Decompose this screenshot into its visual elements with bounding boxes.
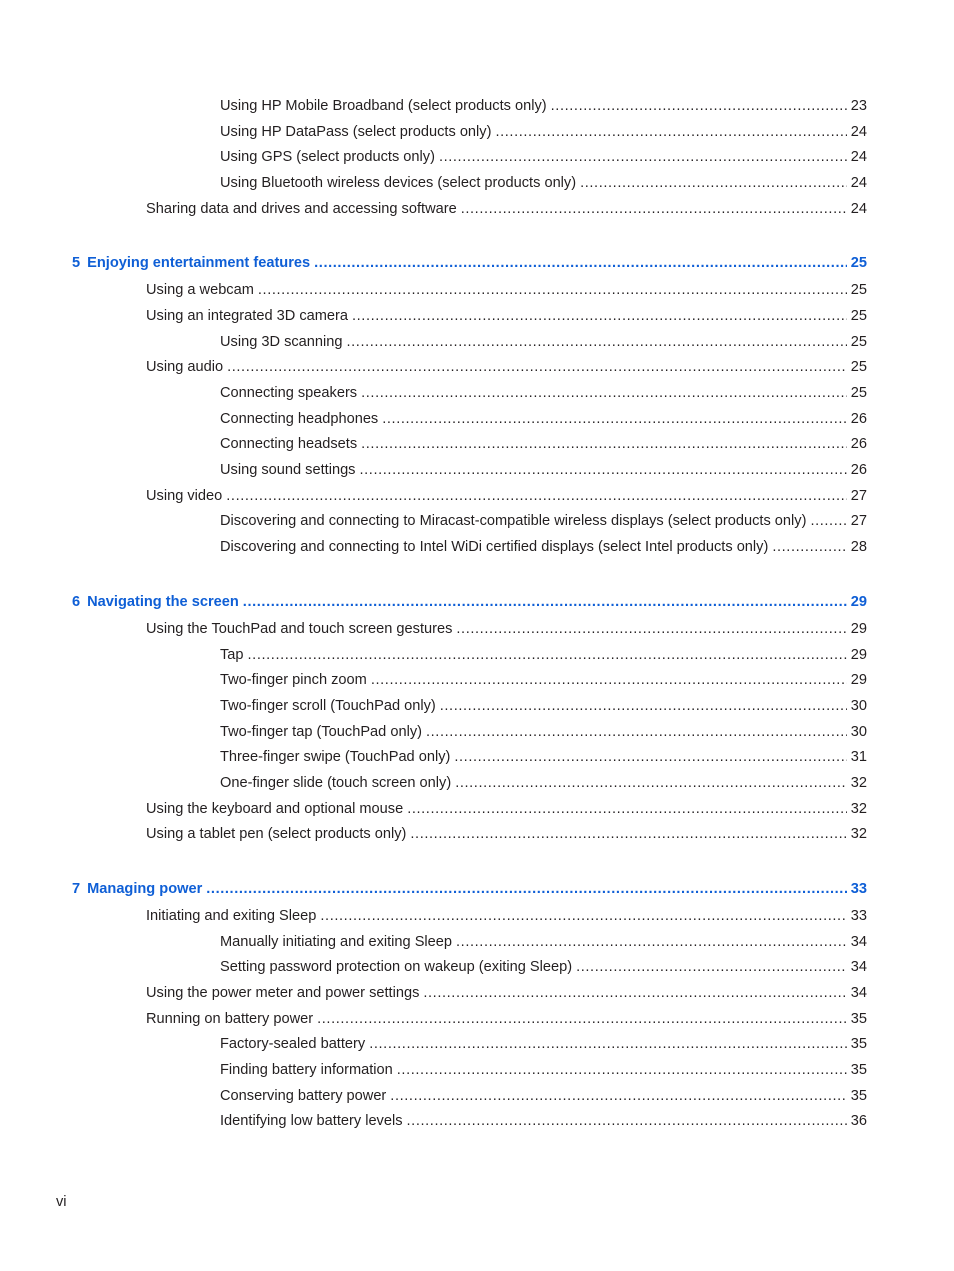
dot-leader	[440, 696, 847, 716]
dot-leader	[810, 511, 846, 531]
toc-page-number: 24	[850, 201, 867, 217]
toc-entry-title	[146, 619, 452, 639]
toc-page-number: 26	[850, 462, 867, 478]
toc-entry-text: Using HP Mobile Broadband (select products only)	[220, 98, 547, 114]
page-folio: vi	[56, 1194, 67, 1210]
toc-page-number: 32	[850, 801, 867, 817]
toc-entry-title	[220, 147, 435, 167]
toc-entry-link[interactable]	[220, 670, 867, 690]
chapter-number: 6	[72, 594, 81, 610]
toc-page-number: 32	[850, 775, 867, 791]
toc-page-number: 35	[850, 1036, 867, 1052]
toc-entry-text: Finding battery information	[220, 1062, 393, 1078]
toc-entry-title	[146, 1009, 313, 1029]
toc-entry-link[interactable]	[220, 932, 867, 952]
toc-entry-text: Using audio	[146, 359, 224, 375]
toc-chapter-link[interactable]	[72, 592, 867, 612]
toc-entry-text: Using the power meter and power settings	[146, 985, 420, 1001]
toc-page-number: 23	[850, 98, 867, 114]
toc-entry-text: One-finger slide (touch screen only)	[220, 775, 452, 791]
toc-entry-text: Using 3D scanning	[220, 334, 343, 350]
toc-entry-link[interactable]	[220, 537, 867, 557]
toc-entry-title	[146, 983, 419, 1003]
toc-entry-title	[220, 460, 355, 480]
toc-entry-title	[146, 799, 403, 819]
toc-page-number: 34	[850, 934, 867, 950]
dot-leader	[461, 199, 847, 219]
toc-entry-link[interactable]	[220, 511, 867, 531]
toc-chapter-link[interactable]	[72, 253, 867, 273]
toc-entry-link[interactable]	[220, 122, 867, 142]
toc-entry-link[interactable]	[146, 983, 867, 1003]
toc-entry-title	[220, 957, 572, 977]
toc-entry-text: Using sound settings	[220, 462, 356, 478]
toc-page-number: 35	[850, 1062, 867, 1078]
toc-entry-text: Discovering and connecting to Miracast-compatible wireless displays (select products only)	[220, 513, 807, 529]
dot-leader	[371, 670, 847, 690]
toc-entry-link[interactable]	[220, 1034, 867, 1054]
dot-leader	[455, 773, 847, 793]
toc-page-number: 27	[850, 488, 867, 504]
toc-entry-text: Connecting headphones	[220, 411, 379, 427]
toc-entry-text: Using a webcam	[146, 282, 254, 298]
toc-entry-text: Factory-sealed battery	[220, 1036, 366, 1052]
toc-page-number: 29	[850, 621, 867, 637]
toc-entry-title	[220, 1060, 393, 1080]
toc-entry-text: Two-finger pinch zoom	[220, 672, 367, 688]
toc-entry-link[interactable]	[220, 1060, 867, 1080]
toc-entry-text: Tap	[220, 647, 244, 663]
toc-entry-title	[220, 722, 422, 742]
toc-entry-title	[72, 879, 202, 899]
toc-entry-title	[220, 537, 768, 557]
dot-leader	[382, 409, 847, 429]
toc-entry-title	[220, 1034, 365, 1054]
toc-entry-title	[146, 486, 222, 506]
toc-entry-link[interactable]	[220, 409, 867, 429]
dot-leader	[227, 357, 847, 377]
toc-entry-link[interactable]	[146, 306, 867, 326]
chapter-number: 5	[72, 255, 81, 271]
toc-entry-link[interactable]	[220, 1086, 867, 1106]
toc-entry-title	[220, 1086, 386, 1106]
toc-entry-text: Managing power	[87, 881, 203, 897]
dot-leader	[772, 537, 846, 557]
toc-entry-title	[146, 306, 348, 326]
toc-entry-text: Using GPS (select products only)	[220, 149, 435, 165]
toc-entry-title	[72, 592, 239, 612]
dot-leader	[206, 879, 847, 899]
toc-entry-title	[146, 906, 316, 926]
toc-entry-title	[72, 253, 310, 273]
toc-entry-title	[220, 645, 244, 665]
toc-entry-link[interactable]	[220, 696, 867, 716]
toc-entry-text: Three-finger swipe (TouchPad only)	[220, 749, 451, 765]
toc-entry-text: Using the TouchPad and touch screen gestures	[146, 621, 453, 637]
toc-page-number: 30	[850, 698, 867, 714]
toc-entry-text: Using a tablet pen (select products only)	[146, 826, 407, 842]
toc-entry-title	[220, 1111, 403, 1131]
toc-chapter-link[interactable]	[72, 879, 867, 899]
toc-page-number: 29	[850, 647, 867, 663]
toc-entry-text: Connecting headsets	[220, 436, 358, 452]
toc-page-number: 26	[850, 411, 867, 427]
toc-entry-text: Two-finger scroll (TouchPad only)	[220, 698, 436, 714]
dot-leader	[439, 147, 847, 167]
toc-entry-link[interactable]	[220, 147, 867, 167]
dot-leader	[361, 383, 847, 403]
toc-page-number: 33	[850, 908, 867, 924]
toc-entry-text: Identifying low battery levels	[220, 1113, 403, 1129]
toc-page-number: 24	[850, 149, 867, 165]
toc-entry-text: Sharing data and drives and accessing software	[146, 201, 457, 217]
toc-page-number: 25	[850, 334, 867, 350]
toc-entry-title	[220, 409, 378, 429]
dot-leader	[369, 1034, 847, 1054]
toc-entry-title	[220, 96, 547, 116]
toc-entry-link[interactable]	[220, 173, 867, 193]
chapter-number: 7	[72, 881, 81, 897]
toc-page-number: 31	[850, 749, 867, 765]
toc-page-number: 35	[850, 1088, 867, 1104]
toc-entry-title	[146, 824, 406, 844]
toc-entry-link[interactable]	[220, 773, 867, 793]
dot-leader	[454, 747, 846, 767]
toc-entry-link[interactable]	[220, 96, 867, 116]
toc-entry-link[interactable]	[146, 824, 867, 844]
dot-leader	[456, 619, 846, 639]
toc-entry-title	[220, 122, 491, 142]
dot-leader	[359, 460, 846, 480]
dot-leader	[495, 122, 846, 142]
toc-entry-text: Manually initiating and exiting Sleep	[220, 934, 453, 950]
dot-leader	[426, 722, 847, 742]
toc-entry-text: Using HP DataPass (select products only)	[220, 124, 492, 140]
dot-leader	[243, 592, 847, 612]
toc-page-number: 25	[850, 385, 867, 401]
dot-leader	[317, 1009, 847, 1029]
toc-page-number: 36	[850, 1113, 867, 1129]
toc-entry-link[interactable]	[146, 280, 867, 300]
toc-page-number: 35	[850, 1011, 867, 1027]
toc-page-number: 25	[850, 255, 867, 271]
toc-entry-text: Using Bluetooth wireless devices (select products only)	[220, 175, 577, 191]
toc-entry-link[interactable]	[220, 434, 867, 454]
dot-leader	[314, 253, 847, 273]
toc-entry-link[interactable]	[146, 619, 867, 639]
toc-entry-link[interactable]	[146, 799, 867, 819]
toc-entry-title	[146, 357, 223, 377]
toc-entry-text: Discovering and connecting to Intel WiDi certified displays (select Intel products only)	[220, 539, 769, 555]
toc-page-number: 25	[850, 308, 867, 324]
dot-leader	[248, 645, 847, 665]
toc-entry-link[interactable]	[220, 722, 867, 742]
toc-entry-title	[220, 670, 367, 690]
toc-entry-link[interactable]	[146, 1009, 867, 1029]
toc-entry-link[interactable]	[220, 645, 867, 665]
dot-leader	[347, 332, 847, 352]
toc-entry-text: Initiating and exiting Sleep	[146, 908, 317, 924]
toc-page-number: 34	[850, 985, 867, 1001]
toc-entry-link[interactable]	[146, 199, 867, 219]
toc-entry-title	[146, 199, 457, 219]
toc-entry-text: Using the keyboard and optional mouse	[146, 801, 404, 817]
toc-page-number: 33	[850, 881, 867, 897]
dot-leader	[361, 434, 847, 454]
toc-entry-link[interactable]	[220, 383, 867, 403]
dot-leader	[576, 957, 847, 977]
dot-leader	[390, 1086, 846, 1106]
toc-page-number: 28	[850, 539, 867, 555]
toc-page-number: 24	[850, 175, 867, 191]
toc-entry-title	[220, 747, 450, 767]
dot-leader	[397, 1060, 847, 1080]
toc-page-number: 26	[850, 436, 867, 452]
toc-entry-title	[220, 434, 357, 454]
toc-page-number: 32	[850, 826, 867, 842]
toc-entry-title	[146, 280, 254, 300]
toc-entry-text: Setting password protection on wakeup (exiting Sleep)	[220, 959, 573, 975]
dot-leader	[456, 932, 847, 952]
dot-leader	[407, 1111, 847, 1131]
toc-entry-title	[220, 173, 576, 193]
toc-entry-link[interactable]	[220, 460, 867, 480]
toc-entry-text: Navigating the screen	[87, 594, 239, 610]
toc-page-number: 34	[850, 959, 867, 975]
toc-entry-link[interactable]	[146, 906, 867, 926]
toc-page-number: 27	[850, 513, 867, 529]
toc-entry-text: Conserving battery power	[220, 1088, 387, 1104]
toc-entry-link[interactable]	[220, 957, 867, 977]
toc-entry-title	[220, 696, 436, 716]
toc-entry-title	[220, 932, 452, 952]
toc-entry-link[interactable]	[146, 486, 867, 506]
dot-leader	[226, 486, 847, 506]
dot-leader	[258, 280, 847, 300]
toc-entry-text: Connecting speakers	[220, 385, 358, 401]
toc-entry-title	[220, 332, 343, 352]
toc-entry-text: Running on battery power	[146, 1011, 314, 1027]
toc-entry-title	[220, 511, 806, 531]
toc-entry-link[interactable]	[220, 332, 867, 352]
dot-leader	[551, 96, 847, 116]
toc-entry-text: Enjoying entertainment features	[87, 255, 311, 271]
dot-leader	[407, 799, 847, 819]
toc-entry-title	[220, 383, 357, 403]
toc-entry-text: Using an integrated 3D camera	[146, 308, 348, 324]
toc-page-number: 25	[850, 359, 867, 375]
toc-entry-text: Two-finger tap (TouchPad only)	[220, 724, 422, 740]
toc-page-number: 29	[850, 594, 867, 610]
toc-page-number: 25	[850, 282, 867, 298]
dot-leader	[410, 824, 846, 844]
toc-page-number: 30	[850, 724, 867, 740]
toc-entry-link[interactable]	[146, 357, 867, 377]
dot-leader	[580, 173, 847, 193]
dot-leader	[423, 983, 846, 1003]
dot-leader	[352, 306, 847, 326]
toc-page-number: 29	[850, 672, 867, 688]
toc-page-number: 24	[850, 124, 867, 140]
toc-entry-text: Using video	[146, 488, 223, 504]
toc-entry-title	[220, 773, 451, 793]
dot-leader	[320, 906, 846, 926]
toc-entry-link[interactable]	[220, 747, 867, 767]
toc-entry-link[interactable]	[220, 1111, 867, 1131]
